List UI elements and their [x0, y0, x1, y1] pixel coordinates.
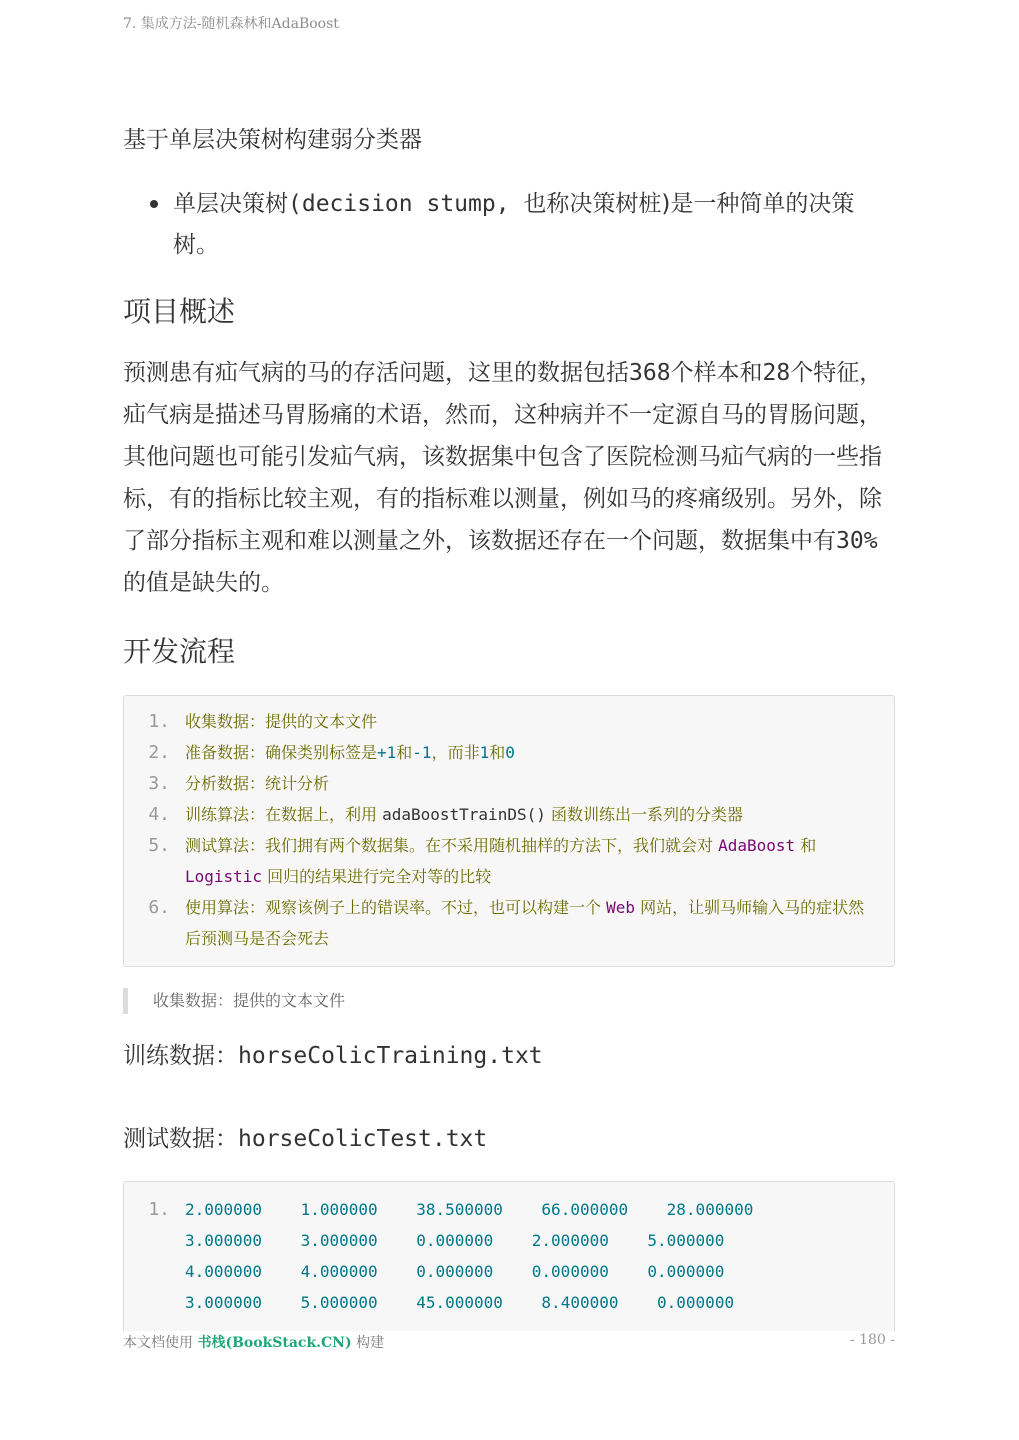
workflow-code-block	[123, 695, 895, 967]
data-cell: 5.000000	[647, 1231, 725, 1250]
step-text: 网站，让驯马师输入马的症状然后预测马是否会死去	[185, 898, 865, 948]
overview-part-2: 个样本和	[670, 360, 763, 386]
line-number: 3.	[148, 773, 170, 794]
data-cell: 0.000000	[531, 1262, 609, 1281]
step-token-web: Web	[606, 898, 635, 917]
footer-credit	[123, 1332, 384, 1352]
line-number: 6.	[148, 897, 170, 918]
data-cell: 1.000000	[300, 1200, 378, 1219]
step-text: 准备数据：确保类别标签是	[185, 743, 378, 762]
step-text: ，而非	[431, 743, 480, 762]
train-data-file: horseColicTraining.txt	[238, 1043, 543, 1069]
overview-part-1: 预测患有疝气病的马的存活问题，这里的数据包括	[123, 360, 629, 386]
data-cell: 0.000000	[657, 1293, 735, 1312]
workflow-step-5	[124, 830, 894, 892]
running-header: 7. 集成方法-随机森林和AdaBoost	[123, 16, 339, 32]
test-data-line	[123, 1123, 487, 1155]
subheading-weak-classifier: 基于单层决策树构建弱分类器	[123, 127, 422, 153]
data-cell: 5.000000	[300, 1293, 378, 1312]
data-cell: 28.000000	[666, 1200, 754, 1219]
overview-feature-count: 28	[762, 360, 791, 386]
page-number: - 180 -	[849, 1332, 895, 1348]
step-text: 使用算法：观察该例子上的错误率。不过，也可以构建一个	[185, 898, 607, 917]
bullet-text-before: 单层决策树	[173, 191, 288, 217]
train-data-label: 训练数据：	[123, 1043, 238, 1069]
step-text: 函数训练出一系列的分类器	[545, 805, 743, 824]
bullet-list	[123, 184, 895, 266]
data-code-block	[123, 1181, 895, 1331]
overview-missing-pct: 30%	[836, 528, 878, 554]
workflow-step-2	[124, 737, 894, 768]
blockquote-collect-data: 收集数据：提供的文本文件	[123, 988, 913, 1014]
data-cell: 45.000000	[416, 1293, 503, 1312]
step-token-logistic: Logistic	[185, 867, 263, 886]
step-token-plus-one: +1	[377, 743, 397, 762]
line-number: 2.	[148, 742, 170, 763]
step-token-adaboost: AdaBoost	[718, 836, 796, 855]
data-row	[124, 1287, 894, 1318]
line-number: 4.	[148, 804, 170, 825]
heading-overview: 项目概述	[123, 295, 236, 328]
data-row	[124, 1256, 894, 1287]
step-token-minus-one: -1	[412, 743, 432, 762]
data-cell: 8.400000	[541, 1293, 619, 1312]
data-cell: 0.000000	[416, 1231, 494, 1250]
step-text: 回归的结果进行完全对等的比较	[262, 867, 492, 886]
overview-sample-count: 368	[629, 360, 671, 386]
data-cell: 3.000000	[185, 1293, 263, 1312]
overview-part-3: 个特征，疝气病是描述马胃肠痛的术语，然而，这种病并不一定源自马的胃肠问题，其他问题也可能引发疝气病，该数据集中包含了医院检测马疝气病的一些指标，有的指标比较主观，有的指标难以测量，例如马的疼痛级别。另外，除了部分指标主观和难以测量之外，该数据还存在一个问题，数据集中有	[123, 360, 883, 554]
bullet-text-after: 也称决策树桩)是一种简单的决策树。	[173, 191, 855, 258]
step-text: 测试算法：我们拥有两个数据集。在不采用随机抽样的方法下，我们就会对	[185, 836, 719, 855]
workflow-steps	[124, 706, 894, 954]
data-cell: 2.000000	[531, 1231, 609, 1250]
step-token-function: adaBoostTrainDS()	[382, 805, 546, 824]
data-cell: 3.000000	[185, 1231, 263, 1250]
line-number: 5.	[148, 835, 170, 856]
data-cell: 3.000000	[300, 1231, 378, 1250]
step-text: 和	[795, 836, 817, 855]
overview-part-4: 的值是缺失的。	[123, 570, 284, 596]
step-text: 和	[489, 743, 506, 762]
step-text: 和	[396, 743, 413, 762]
train-data-line	[123, 1040, 543, 1072]
heading-workflow: 开发流程	[123, 635, 236, 668]
footer-suffix: 构建	[351, 1335, 385, 1351]
data-cell: 4.000000	[300, 1262, 378, 1281]
bullet-dot-icon	[150, 200, 158, 208]
workflow-step-3	[124, 768, 894, 799]
step-token-one: 1	[479, 743, 490, 762]
data-cell: 38.500000	[416, 1200, 503, 1219]
workflow-step-4	[124, 799, 894, 830]
line-number: 1.	[148, 711, 170, 732]
bullet-code: (decision stump,	[288, 191, 524, 217]
line-number: 1.	[148, 1199, 170, 1220]
data-cell: 66.000000	[541, 1200, 629, 1219]
data-row	[124, 1194, 894, 1225]
data-row	[124, 1225, 894, 1256]
data-cell: 4.000000	[185, 1262, 263, 1281]
test-data-file: horseColicTest.txt	[238, 1126, 488, 1152]
footer-prefix: 本文档使用	[123, 1335, 198, 1351]
data-cell: 2.000000	[185, 1200, 263, 1219]
data-cell: 0.000000	[647, 1262, 725, 1281]
test-data-label: 测试数据：	[123, 1126, 238, 1152]
workflow-step-6	[124, 892, 894, 954]
step-text: 收集数据：提供的文本文件	[185, 712, 378, 731]
step-token-zero: 0	[505, 743, 515, 762]
bullet-item-decision-stump	[123, 184, 895, 266]
step-text: 分析数据：统计分析	[185, 774, 330, 793]
footer-bookstack-link[interactable]: 书栈(BookStack.CN)	[197, 1335, 352, 1351]
data-cell: 0.000000	[416, 1262, 494, 1281]
step-text: 训练算法：在数据上，利用	[185, 805, 383, 824]
overview-paragraph	[123, 352, 895, 604]
workflow-step-1	[124, 706, 894, 737]
